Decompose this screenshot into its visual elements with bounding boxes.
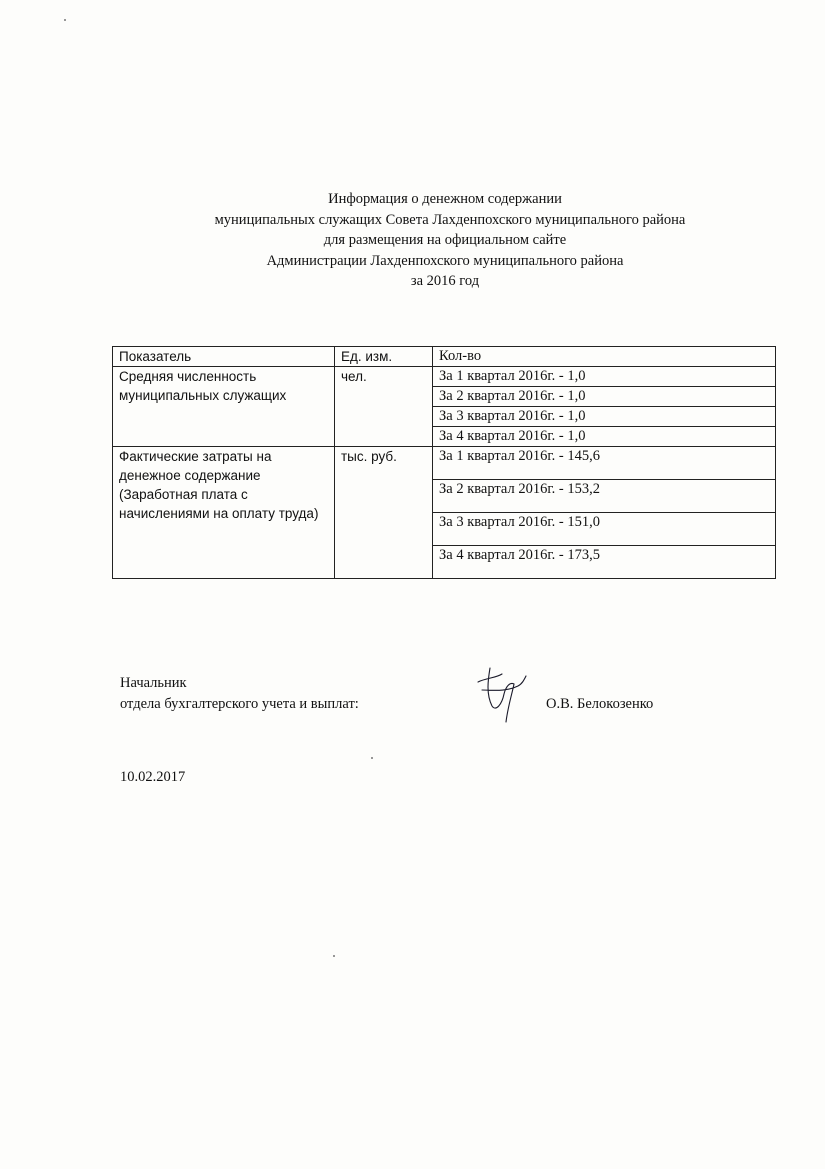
row-2-unit: тыс. руб. [335, 447, 433, 579]
table-row [113, 367, 776, 387]
heading-line-5: за 2016 год [410, 273, 480, 290]
document-date: 10.02.2017 [120, 769, 186, 785]
row-1-quarter-1: За 1 квартал 2016г. - 1,0 [433, 367, 776, 387]
header-indicator: Показатель [113, 347, 335, 367]
table-header-row [113, 347, 776, 367]
row-1-quarter-2: За 2 квартал 2016г. - 1,0 [433, 387, 776, 407]
heading-line-2: муниципальных служащих Совета Лахденпохского муниципального района [214, 211, 686, 228]
table-row [113, 447, 776, 480]
row-1-quarter-4: За 4 квартал 2016г. - 1,0 [433, 427, 776, 447]
row-2-quarter-4: За 4 квартал 2016г. - 173,5 [433, 546, 776, 579]
document-heading [150, 189, 740, 292]
row-1-indicator: Средняя численность муниципальных служащих [113, 367, 335, 447]
heading-line-1: Информация о денежном содержании [328, 191, 562, 207]
signatory-title-line-2: отдела бухгалтерского учета и выплат: [120, 696, 359, 712]
row-2-quarter-3: За 3 квартал 2016г. - 151,0 [433, 513, 776, 546]
signatory-title-line-1: Начальник [120, 675, 187, 691]
row-1-unit: чел. [335, 367, 433, 447]
scan-speck [64, 19, 66, 21]
heading-line-3: для размещения на официальном сайте [323, 232, 567, 249]
salary-info-table [112, 346, 776, 579]
signatory-title [120, 673, 359, 715]
row-2-quarter-1: За 1 квартал 2016г. - 145,6 [433, 447, 776, 480]
heading-line-4: Администрации Лахденпохского муниципального района [266, 252, 624, 269]
signatory-name: О.В. Белокозенко [546, 696, 654, 712]
row-2-indicator: Фактические затраты на денежное содержание (Заработная плата с начислениями на оплату труда) [113, 447, 335, 579]
row-1-quarter-3: За 3 квартал 2016г. - 1,0 [433, 407, 776, 427]
header-value: Кол-во [433, 347, 776, 367]
scan-speck [371, 757, 373, 759]
row-2-quarter-2: За 2 квартал 2016г. - 153,2 [433, 480, 776, 513]
scan-speck [333, 955, 335, 957]
header-unit: Ед. изм. [335, 347, 433, 367]
handwritten-signature [472, 660, 532, 730]
